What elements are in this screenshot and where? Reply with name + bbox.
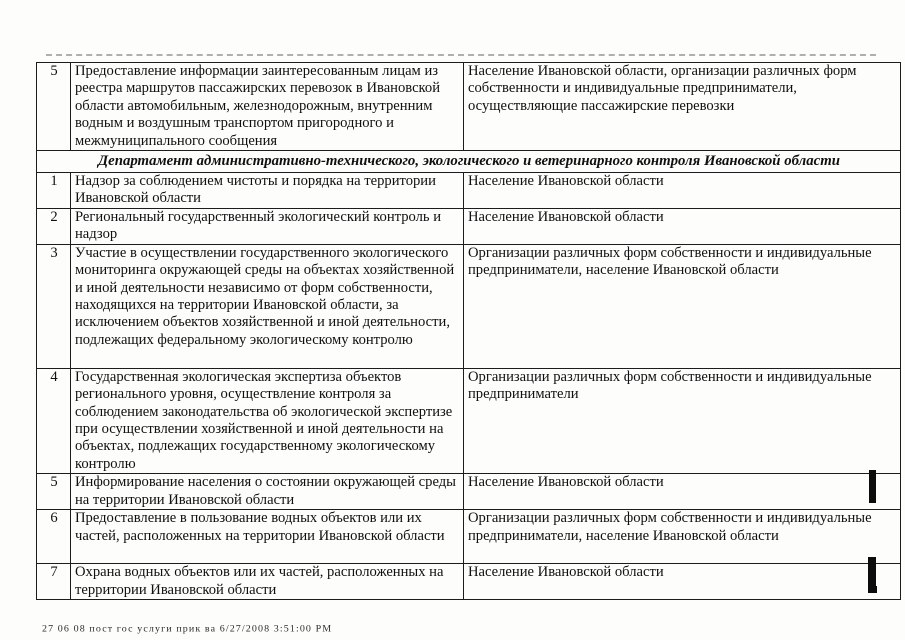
row-number-cell: 5 (37, 474, 71, 510)
services-table (36, 62, 901, 600)
service-name-cell: Информирование населения о состоянии окружающей среды на территории Ивановской области (71, 474, 464, 510)
table-row (37, 244, 901, 368)
scan-artifact (871, 586, 877, 593)
service-name-cell: Государственная экологическая экспертиза объектов регионального уровня, осуществление контроля за соблюдением законодательства об экологической экспертизе при осуществлении хозяйственной и иной деятельности на объектах, подлежащих государственному экологическому контролю (71, 368, 464, 473)
service-name-cell: Предоставление информации заинтересованным лицам из реестра маршрутов пассажирских перевозок в Ивановской области автомобильным, железнодорожным, внутренним водным и воздушным транспортом пригородного и межмуниципального сообщения (71, 63, 464, 151)
recipient-cell: Население Ивановской области, организации различных форм собственности и индивидуальные предприниматели, осуществляющие пассажирские перевозки (464, 63, 901, 151)
recipient-cell: Население Ивановской области (464, 208, 901, 244)
table-row (37, 173, 901, 209)
table-row (37, 208, 901, 244)
recipient-cell: Организации различных форм собственности и индивидуальные предприниматели (464, 368, 901, 473)
table-row (37, 368, 901, 473)
table-row (37, 63, 901, 151)
service-name-cell: Региональный государственный экологический контроль и надзор (71, 208, 464, 244)
section-header-row (37, 151, 901, 173)
service-name-cell: Предоставление в пользование водных объектов или их частей, расположенных на территории Ивановской области (71, 510, 464, 564)
recipient-cell: Население Ивановской области (464, 564, 901, 600)
recipient-cell: Население Ивановской области (464, 173, 901, 209)
recipient-cell: Организации различных форм собственности и индивидуальные предприниматели, население Ивановской области (464, 244, 901, 368)
table-row (37, 564, 901, 600)
recipient-cell: Организации различных форм собственности и индивидуальные предприниматели, население Ивановской области (464, 510, 901, 564)
service-name-cell: Охрана водных объектов или их частей, расположенных на территории Ивановской области (71, 564, 464, 600)
row-number-cell: 5 (37, 63, 71, 151)
service-name-cell: Надзор за соблюдением чистоты и порядка на территории Ивановской области (71, 173, 464, 209)
page-footer: 27 06 08 пост гос услуги прик ва 6/27/2008 3:51:00 PM (42, 624, 333, 635)
row-number-cell: 1 (37, 173, 71, 209)
scan-artifact (869, 470, 876, 503)
table-row (37, 510, 901, 564)
row-number-cell: 2 (37, 208, 71, 244)
section-header-title: Департамент административно-технического, экологического и ветеринарного контроля Ивановской области (37, 151, 901, 173)
row-number-cell: 3 (37, 244, 71, 368)
table-row (37, 474, 901, 510)
row-number-cell: 4 (37, 368, 71, 473)
service-name-cell: Участие в осуществлении государственного экологического мониторинга окружающей среды на объектах хозяйственной и иной деятельности независимо от форм собственности, находящихся на территории Ивановской области, за исключением объектов хозяйственной и иной деятельности, подлежащих федеральному экологическому контролю (71, 244, 464, 368)
recipient-cell: Население Ивановской области (464, 474, 901, 510)
row-number-cell: 7 (37, 564, 71, 600)
row-number-cell: 6 (37, 510, 71, 564)
scan-ghost-line (46, 54, 876, 56)
